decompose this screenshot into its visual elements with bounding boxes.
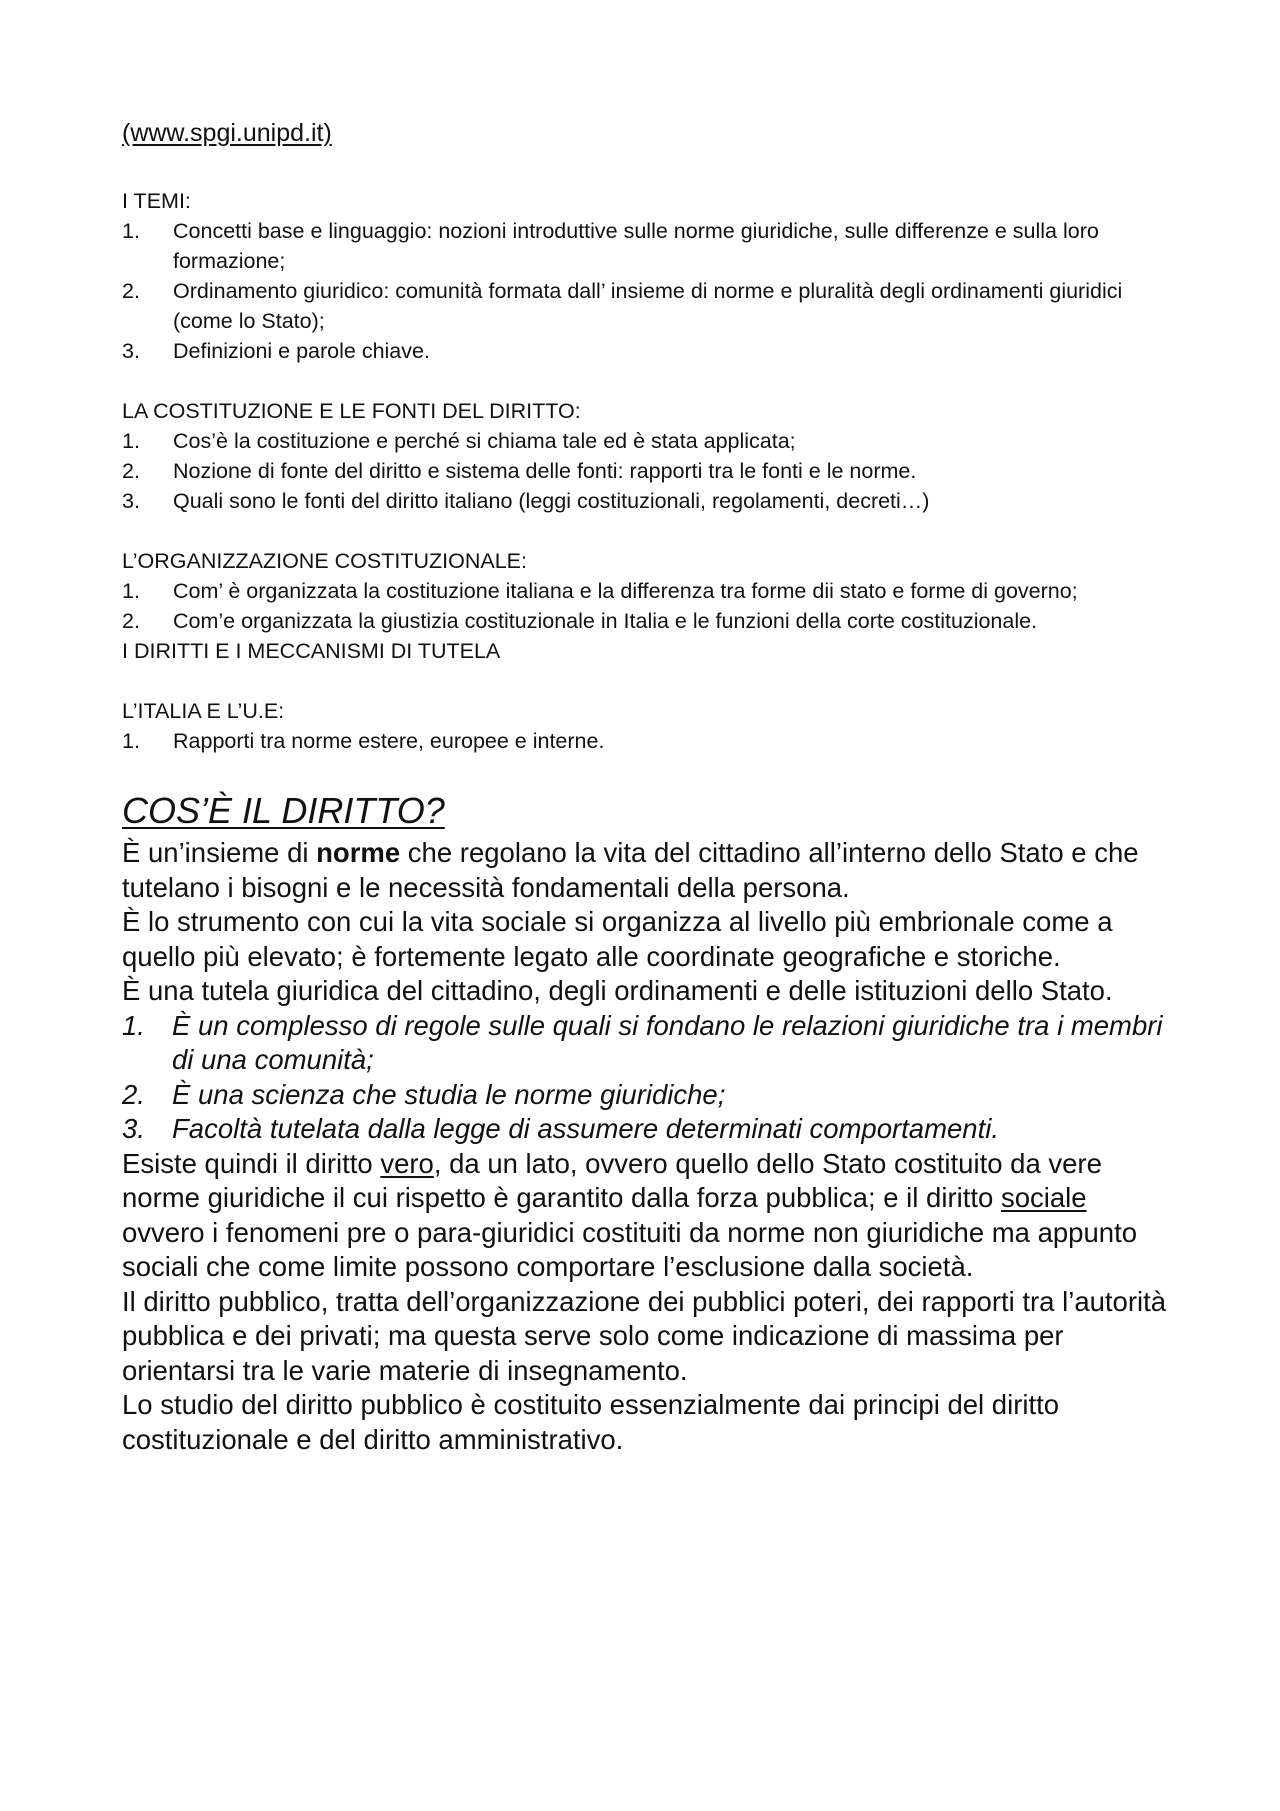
list-item: 2. Ordinamento giuridico: comunità formata dall’ insieme di norme e pluralità degli ordinamenti giuridici (come lo Stato); bbox=[122, 279, 1123, 333]
section-title: I DIRITTI E I MECCANISMI DI TUTELA bbox=[122, 639, 501, 663]
section-organizzazione bbox=[122, 546, 1172, 636]
definition-list bbox=[122, 1009, 1172, 1147]
list-item: 1. Concetti base e linguaggio: nozioni introduttive sulle norme giuridiche, sulle differenze e sulla loro formazione; bbox=[122, 219, 1099, 273]
list-item: 1. È un complesso di regole sulle quali si fondano le relazioni giuridiche tra i membri di una comunità; bbox=[122, 1009, 1163, 1075]
list-item: 2. Nozione di fonte del diritto e sistema delle fonti: rapporti tra le fonti e le norme. bbox=[122, 459, 917, 483]
section-list bbox=[122, 576, 1172, 636]
paragraph: Lo studio del diritto pubblico è costituito essenzialmente dai principi del diritto costituzionale e del diritto amministrativo. bbox=[122, 1389, 1060, 1455]
section-title: L’ORGANIZZAZIONE COSTITUZIONALE: bbox=[122, 549, 527, 573]
bold-term: norme bbox=[316, 837, 401, 868]
section-temi bbox=[122, 186, 1172, 366]
list-item: 1. Cos’è la costituzione e perché si chiama tale ed è stata applicata; bbox=[122, 429, 796, 453]
document-page bbox=[122, 118, 1172, 1457]
paragraph: È un’insieme di norme che regolano la vita del cittadino all’interno dello Stato e che tutelano i bisogni e le necessità fondamentali della persona. bbox=[122, 837, 1139, 903]
underlined-term: sociale bbox=[1000, 1182, 1087, 1213]
section-list bbox=[122, 726, 1172, 756]
paragraph: Esiste quindi il diritto vero, da un lato, ovvero quello dello Stato costituito da vere norme giuridiche il cui rispetto è garantito dalla forza pubblica; e il diritto sociale ovvero i fenomeni pre o para-giuridici costituiti da norme non giuridiche ma appunto sociali che come limite possono comportare l’esclusione dalla società. bbox=[122, 1147, 1138, 1282]
section-list bbox=[122, 426, 1172, 516]
section-title: L’ITALIA E L’U.E: bbox=[122, 699, 285, 723]
source-link[interactable]: (www.spgi.unipd.it) bbox=[122, 119, 332, 147]
section-italia-ue bbox=[122, 696, 1172, 756]
section-title: I TEMI: bbox=[122, 189, 191, 213]
section-list bbox=[122, 216, 1172, 366]
list-item: 2. Com’e organizzata la giustizia costituzionale in Italia e le funzioni della corte costituzionale. bbox=[122, 609, 1038, 633]
list-item: 1. Com’ è organizzata la costituzione italiana e la differenza tra forme dii stato e forme di governo; bbox=[122, 579, 1078, 603]
main-heading: COS’È IL DIRITTO? bbox=[122, 790, 445, 831]
list-item: 1. Rapporti tra norme estere, europee e interne. bbox=[122, 729, 605, 753]
section-title: LA COSTITUZIONE E LE FONTI DEL DIRITTO: bbox=[122, 399, 581, 423]
source-url bbox=[122, 118, 1172, 148]
paragraph: È una tutela giuridica del cittadino, degli ordinamenti e delle istituzioni dello Stato. bbox=[122, 975, 1113, 1006]
section-costituzione-fonti bbox=[122, 396, 1172, 516]
paragraph: È lo strumento con cui la vita sociale si organizza al livello più embrionale come a quello più elevato; è fortemente legato alle coordinate geografiche e storiche. bbox=[122, 906, 1113, 972]
list-item: 3. Definizioni e parole chiave. bbox=[122, 339, 430, 363]
list-item: 3. Quali sono le fonti del diritto italiano (leggi costituzionali, regolamenti, decreti…) bbox=[122, 489, 930, 513]
list-item: 3. Facoltà tutelata dalla legge di assumere determinati comportamenti. bbox=[122, 1113, 999, 1144]
underlined-term: vero bbox=[380, 1147, 434, 1179]
list-item: 2. È una scienza che studia le norme giuridiche; bbox=[122, 1078, 726, 1110]
section-diritti-tutela bbox=[122, 636, 1172, 666]
paragraph: Il diritto pubblico, tratta dell’organizzazione dei pubblici poteri, dei rapporti tra l’autorità pubblica e dei privati; ma questa serve solo come indicazione di massima per orientarsi tra le varie materie di insegnamento. bbox=[122, 1285, 1167, 1386]
